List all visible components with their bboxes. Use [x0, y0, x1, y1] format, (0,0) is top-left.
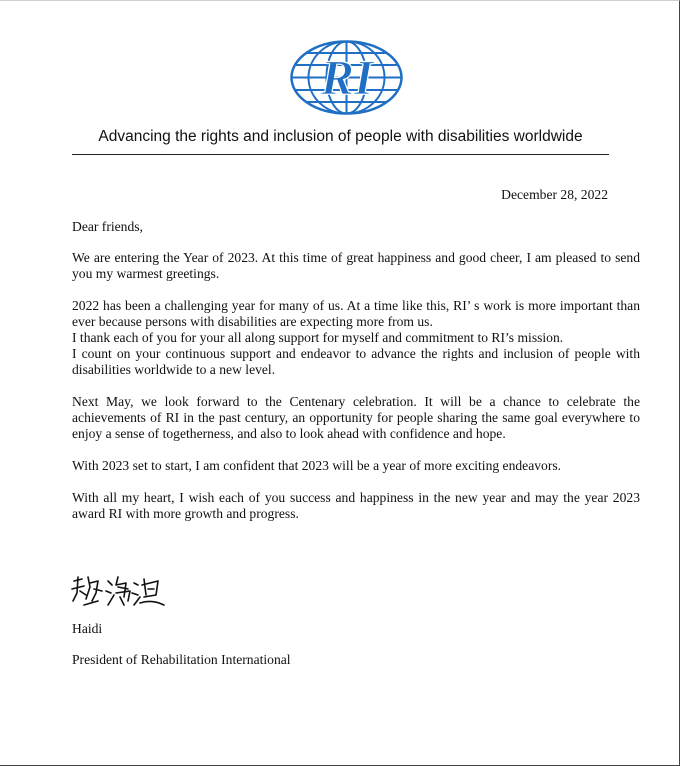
paragraph-text: I count on your continuous support and endeavor to advance the rights and inclusion of people with disabilities worldwide to a new level.: [72, 346, 640, 377]
organization-tagline: Advancing the rights and inclusion of people with disabilities worldwide: [98, 128, 583, 145]
paragraph-3: [72, 394, 640, 442]
header-divider: [72, 154, 609, 155]
paragraph-4: [72, 458, 640, 474]
logo-text: RI: [320, 49, 374, 105]
paragraph-text: 2022 has been a challenging year for many of us. At a time like this, RI’ s work is more important than ever because persons with disabilities are expecting more from us.: [72, 298, 640, 329]
letter-body: [72, 250, 640, 522]
letter-date: December 28, 2022: [501, 187, 608, 202]
signatory-title: President of Rehabilitation International: [72, 652, 291, 667]
paragraph-text: I thank each of you for your all along support for myself and commitment to RI’s mission.: [72, 330, 564, 345]
paragraph-text: With 2023 set to start, I am confident that 2023 will be a year of more exciting endeavors.: [72, 458, 562, 473]
handwritten-signature: [68, 571, 168, 619]
paragraph-text: With all my heart, I wish each of you success and happiness in the new year and may the year 2023 award RI with more growth and progress.: [72, 490, 640, 521]
paragraph-2: [72, 298, 640, 378]
paragraph-text: We are entering the Year of 2023. At this time of great happiness and good cheer, I am pleased to send you my warmest greetings.: [72, 250, 640, 281]
signatory-name: Haidi: [72, 621, 103, 636]
paragraph-text: Next May, we look forward to the Centenary celebration. It will be a chance to celebrate the achievements of RI in the past century, an opportunity for people sharing the same goal everywhere to enjoy a sense of togetherness, and also to look ahead with confidence and hope.: [72, 394, 640, 441]
paragraph-1: [72, 250, 640, 282]
ri-globe-logo: [289, 39, 404, 116]
paragraph-5: [72, 490, 640, 522]
letter-salutation: Dear friends,: [72, 219, 143, 234]
